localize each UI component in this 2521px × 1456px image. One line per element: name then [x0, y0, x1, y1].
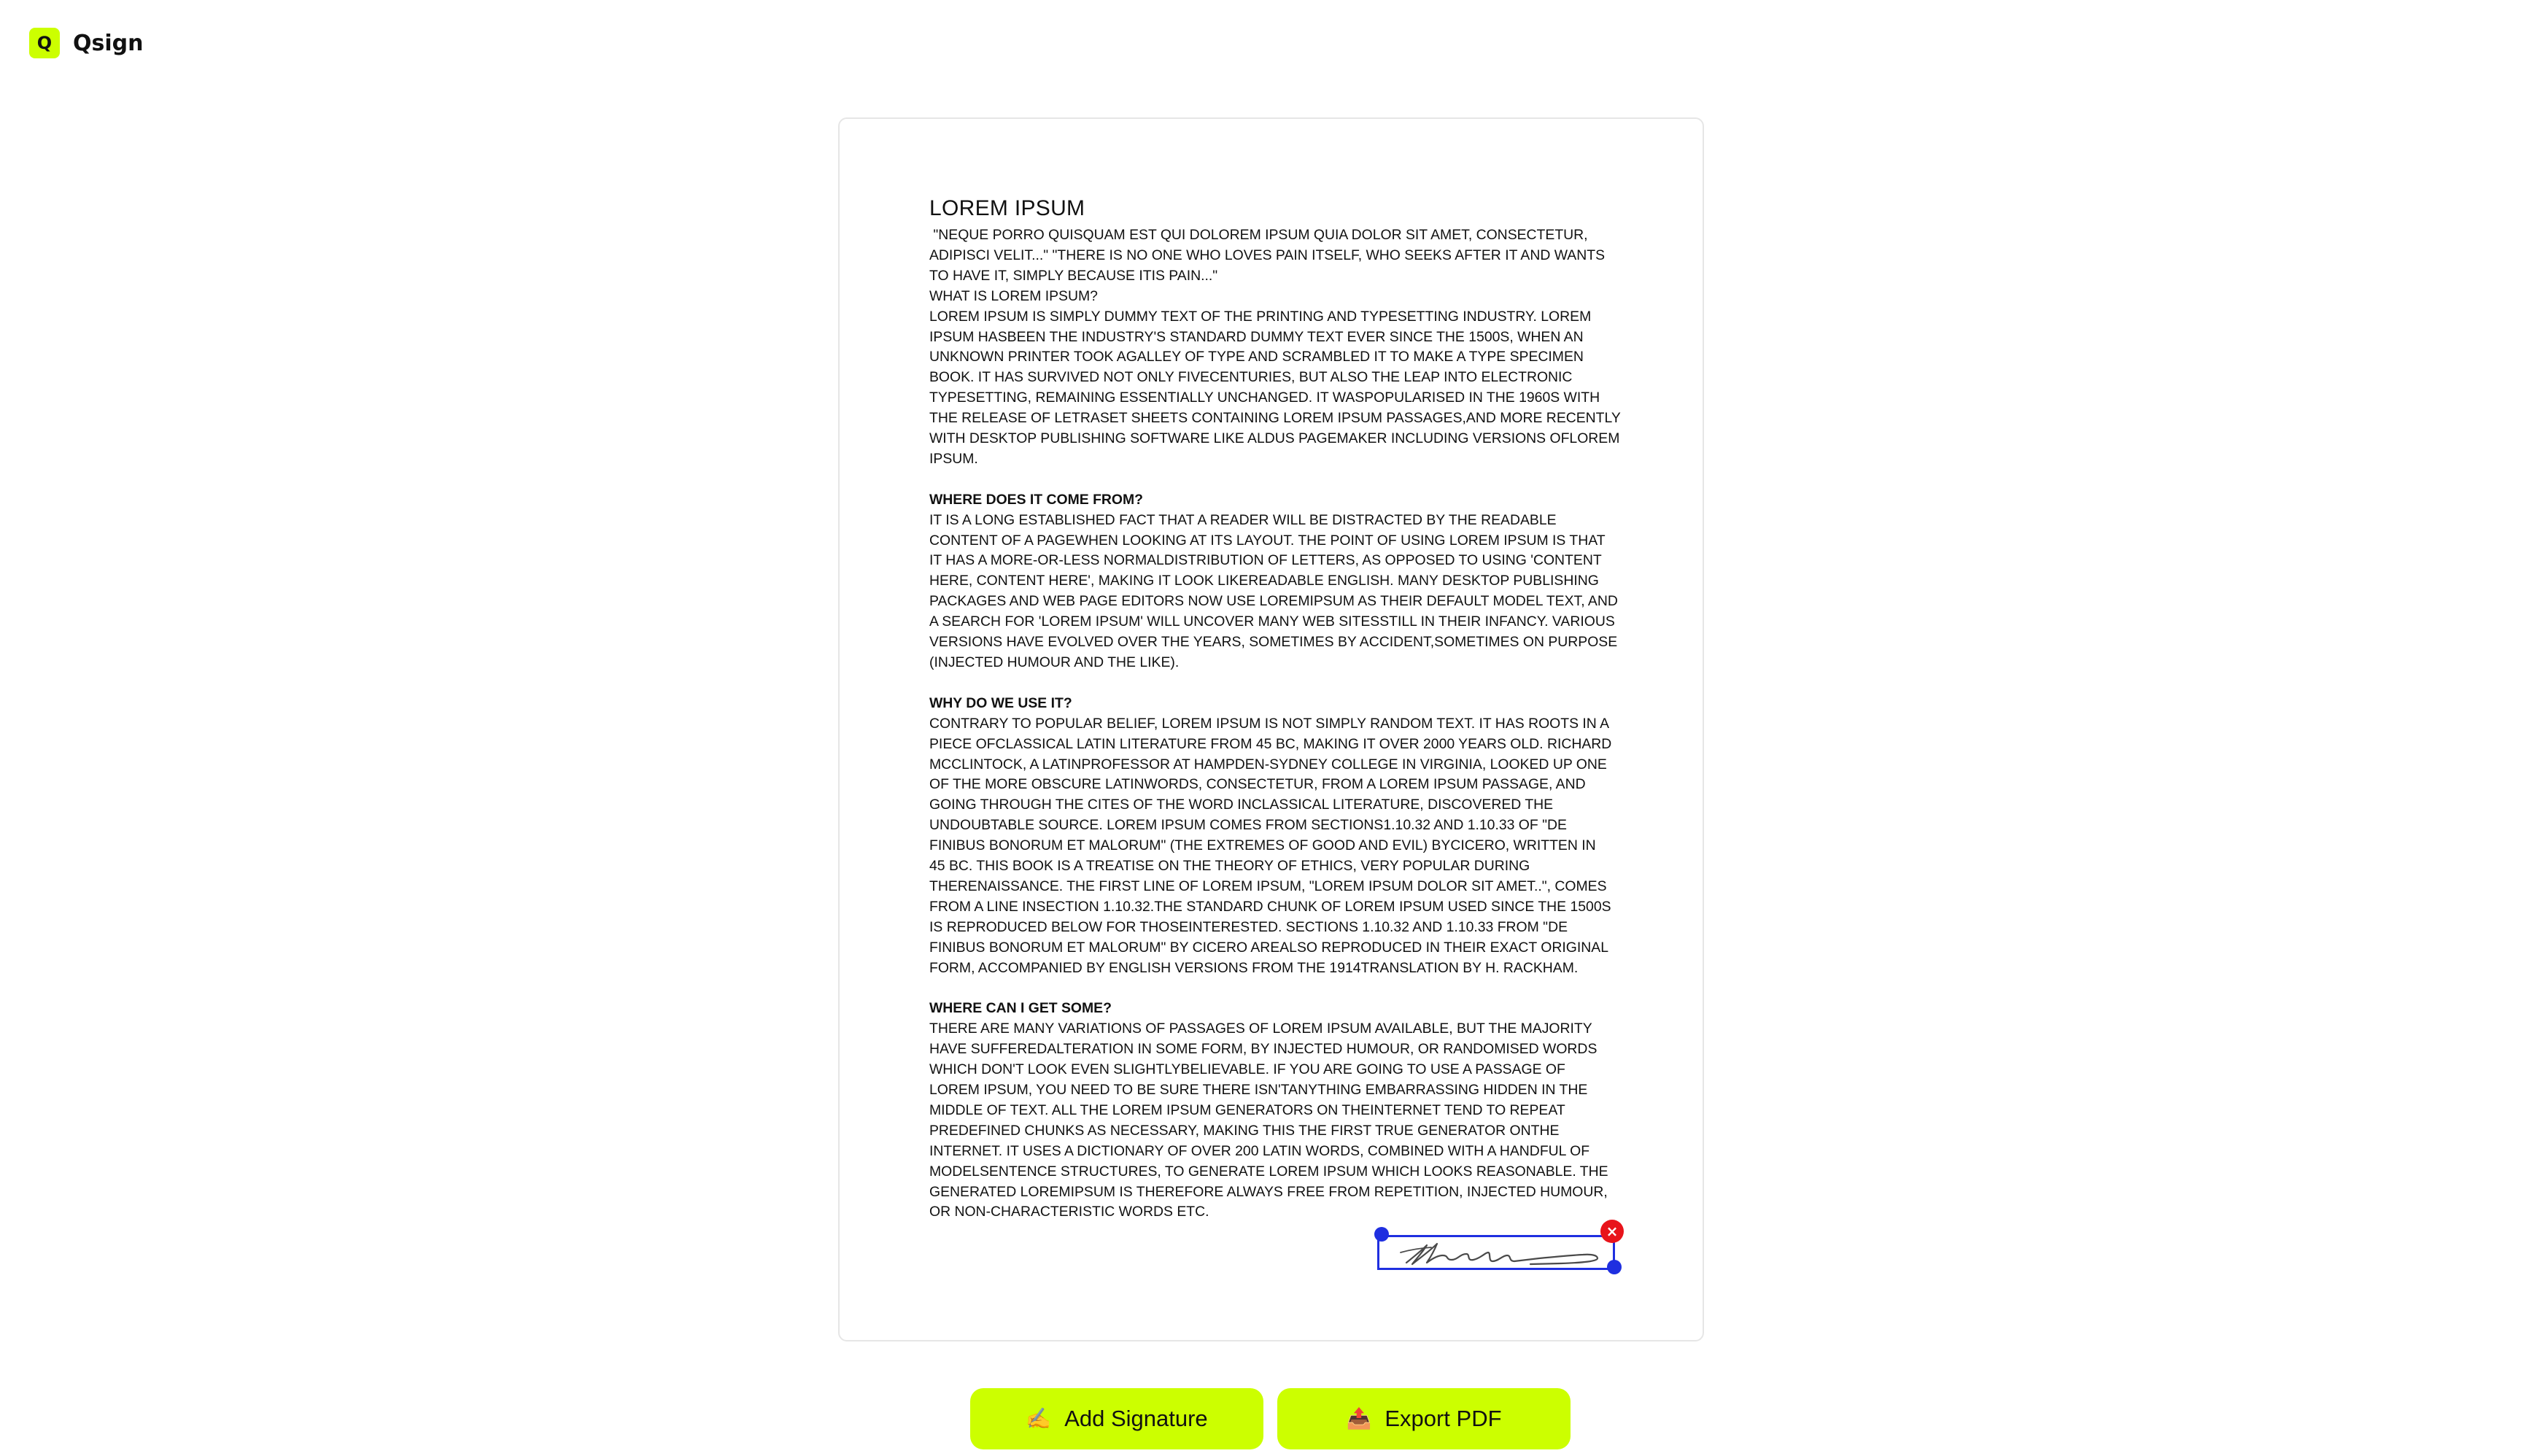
pen-signature-icon: ✍️ — [1026, 1407, 1052, 1430]
signature-image[interactable] — [1379, 1236, 1614, 1269]
add-signature-label: Add Signature — [1064, 1406, 1208, 1431]
section-heading: WHY DO WE USE IT? — [929, 694, 1072, 711]
document-title: LOREM IPSUM — [929, 196, 1085, 220]
resize-handle-top-left[interactable] — [1374, 1227, 1389, 1242]
document-intro: "NEQUE PORRO QUISQUAM EST QUI DOLOREM IPSUM QUIA DOLOR SIT AMET, CONSECTETUR, ADIPISCI VELIT..." "THERE IS NO ONE WHO LOVES PAIN ITSELF, WHO SEEKS AFTER IT AND WANTS TO HAVE IT, SIMPLY BECAUSE ITIS PAIN..." WHAT IS LOREM IPSUM? LOREM IPSUM IS SIMPLY DUMMY TEXT OF THE PRINTING AND TYPESETTING INDUSTRY. LOREM IPSUM HASBEEN THE INDUSTRY'S STANDARD DUMMY TEXT EVER SINCE THE 1500S, WHEN AN UNKNOWN PRINTER TOOK AGALLEY OF TYPE AND SCRAMBLED IT TO MAKE A TYPE SPECIMEN BOOK. IT HAS SURVIVED NOT ONLY FIVECENTURIES, BUT ALSO THE LEAP INTO ELECTRONIC TYPESETTING, REMAINING ESSENTIALLY UNCHANGED. IT WASPOPULARISED IN THE 1960S WITH THE RELEASE OF LETRASET SHEETS CONTAINING LOREM IPSUM PASSAGES,AND MORE RECENTLY WITH DESKTOP PUBLISHING SOFTWARE LIKE ALDUS PAGEMAKER INCLUDING VERSIONS OFLOREM IPSUM. — [929, 227, 1621, 467]
section-heading: WHERE CAN I GET SOME? — [929, 1000, 1112, 1017]
section-heading: WHERE DOES IT COME FROM? — [929, 491, 1144, 508]
document-content — [929, 196, 1626, 1223]
resize-handle-bottom-right[interactable] — [1607, 1260, 1622, 1274]
remove-signature-button[interactable]: × — [1600, 1220, 1624, 1243]
section-body: CONTRARY TO POPULAR BELIEF, LOREM IPSUM IS NOT SIMPLY RANDOM TEXT. IT HAS ROOTS IN A PIECE OFCLASSICAL LATIN LITERATURE FROM 45 BC, MAKING IT OVER 2000 YEARS OLD. RICHARD MCCLINTOCK, A LATINPROFESSOR AT HAMPDEN-SYDNEY COLLEGE IN VIRGINIA, LOOKED UP ONE OF THE MORE OBSCURE LATINWORDS, CONSECTETUR, FROM A LOREM IPSUM PASSAGE, AND GOING THROUGH THE CITES OF THE WORD INCLASSICAL LITERATURE, DISCOVERED THE UNDOUBTABLE SOURCE. LOREM IPSUM COMES FROM SECTIONS1.10.32 AND 1.10.33 OF "DE FINIBUS BONORUM ET MALORUM" (THE EXTREMES OF GOOD AND EVIL) BYCICERO, WRITTEN IN 45 BC. THIS BOOK IS A TREATISE ON THE THEORY OF ETHICS, VERY POPULAR DURING THERENAISSANCE. THE FIRST LINE OF LOREM IPSUM, "LOREM IPSUM DOLOR SIT AMET..", COMES FROM A LINE INSECTION 1.10.32.THE STANDARD CHUNK OF LOREM IPSUM USED SINCE THE 1500S IS REPRODUCED BELOW FOR THOSEINTERESTED. SECTIONS 1.10.32 AND 1.10.33 FROM "DE FINIBUS BONORUM ET MALORUM" BY CICERO AREALSO REPRODUCED IN THEIR EXACT ORIGINAL FORM, ACCOMPANIED BY ENGLISH VERSIONS FROM THE 1914TRANSLATION BY H. RACKHAM. — [929, 715, 1612, 976]
export-pdf-label: Export PDF — [1385, 1406, 1502, 1431]
export-pdf-button[interactable] — [1277, 1388, 1571, 1449]
section-body: THERE ARE MANY VARIATIONS OF PASSAGES OF LOREM IPSUM AVAILABLE, BUT THE MAJORITY HAVE SUFFEREDALTERATION IN SOME FORM, BY INJECTED HUMOUR, OR RANDOMISED WORDS WHICH DON'T LOOK EVEN SLIGHTLYBELIEVABLE. IF YOU ARE GOING TO USE A PASSAGE OF LOREM IPSUM, YOU NEED TO BE SURE THERE ISN'TANYTHING EMBARRASSING HIDDEN IN THE MIDDLE OF TEXT. ALL THE LOREM IPSUM GENERATORS ON THEINTERNET TEND TO REPEAT PREDEFINED CHUNKS AS NECESSARY, MAKING THIS THE FIRST TRUE GENERATOR ONTHE INTERNET. IT USES A DICTIONARY OF OVER 200 LATIN WORDS, COMBINED WITH A HANDFUL OF MODELSENTENCE STRUCTURES, TO GENERATE LOREM IPSUM WHICH LOOKS REASONABLE. THE GENERATED LOREMIPSUM IS THEREFORE ALWAYS FREE FROM REPETITION, INJECTED HUMOUR, OR NON-CHARACTERISTIC WORDS ETC. — [929, 1021, 1608, 1220]
app-name: Qsign — [73, 30, 144, 56]
section-body: IT IS A LONG ESTABLISHED FACT THAT A READER WILL BE DISTRACTED BY THE READABLE CONTENT OF A PAGEWHEN LOOKING AT ITS LAYOUT. THE POINT OF USING LOREM IPSUM IS THAT IT HAS A MORE-OR-LESS NORMALDISTRIBUTION OF LETTERS, AS OPPOSED TO USING 'CONTENT HERE, CONTENT HERE', MAKING IT LOOK LIKEREADABLE ENGLISH. MANY DESKTOP PUBLISHING PACKAGES AND WEB PAGE EDITORS NOW USE LOREMIPSUM AS THEIR DEFAULT MODEL TEXT, AND A SEARCH FOR 'LOREM IPSUM' WILL UNCOVER MANY WEB SITESSTILL IN THEIR INFANCY. VARIOUS VERSIONS HAVE EVOLVED OVER THE YEARS, SOMETIMES BY ACCIDENT,SOMETIMES ON PURPOSE (INJECTED HUMOUR AND THE LIKE). — [929, 511, 1618, 671]
signature-stroke — [1406, 1244, 1598, 1264]
app-logo-icon: Q — [29, 28, 60, 58]
export-tray-icon: 📤 — [1346, 1407, 1372, 1430]
app-header — [29, 28, 143, 58]
document-page — [838, 117, 1704, 1341]
signature-stroke — [1401, 1247, 1431, 1252]
add-signature-button[interactable] — [970, 1388, 1263, 1449]
